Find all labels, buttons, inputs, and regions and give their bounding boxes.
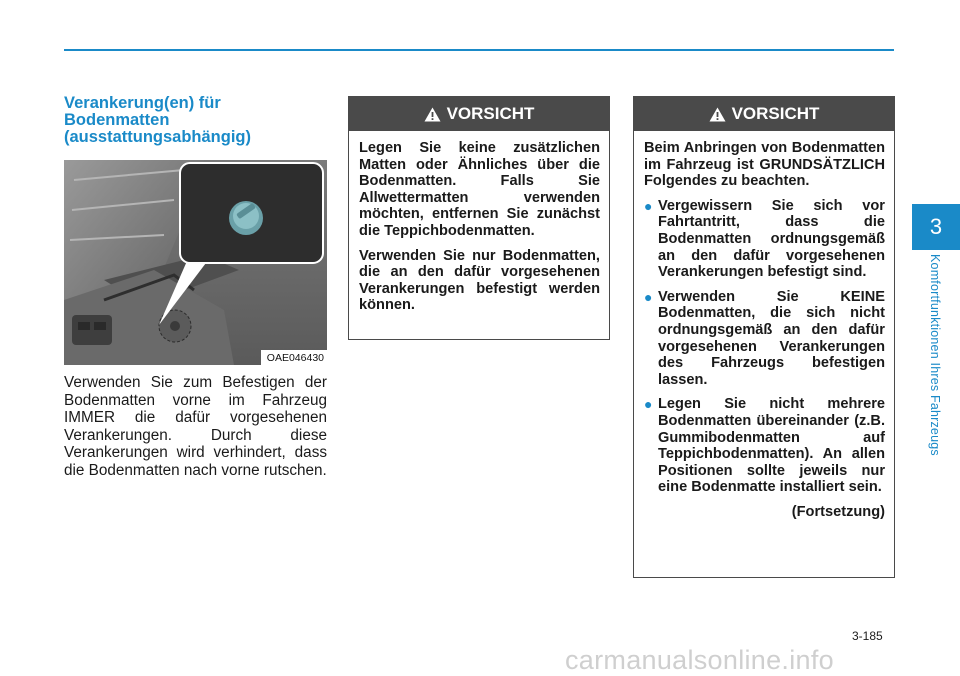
caution-bullet-text: Legen Sie nicht mehrere Bodenmatten übereinander (z.B. Gummibodenmatten auf Teppichbodenmatten). An allen Positionen sollte jeweils nur eine Bodenmatte installiert sein.	[658, 396, 885, 496]
caution-bullet-list	[644, 198, 885, 496]
warning-icon	[709, 107, 726, 122]
body-paragraph: Verwenden Sie zum Befestigen der Bodenmatten vorne im Fahrzeug IMMER die dafür vorgesehenen Verankerungen. Durch diese Verankerungen wird verhindert, dass die Bodenmatten nach vorne rutschen.	[64, 374, 327, 479]
caution-box-1	[348, 96, 610, 340]
caution-bullet-item	[644, 289, 885, 389]
floor-mat-anchor-illustration	[64, 160, 327, 365]
bullet-dot-icon: ●	[644, 288, 653, 305]
caution-bullet-text: Vergewissern Sie sich vor Fahrtantritt, dass die Bodenmatten ordnungsgemäß an den dafür vorgesehenen Verankerungen befestigt sind.	[658, 197, 885, 281]
caution-bullet-item	[644, 198, 885, 281]
bullet-dot-icon: ●	[644, 197, 653, 214]
top-rule	[64, 49, 894, 51]
section-title	[64, 95, 334, 146]
car-floor-illustration	[64, 160, 327, 365]
continuation-note: (Fortsetzung)	[791, 503, 885, 520]
caution-header	[349, 97, 609, 131]
section-title-line-1: Verankerung(en) für	[64, 94, 221, 112]
watermark: carmanualsonline.info	[565, 645, 834, 675]
caution-bullet-item	[644, 396, 885, 496]
caution-paragraph: Verwenden Sie nur Bodenmatten, die an den dafür vorgesehenen Verankerungen befestigt werden können.	[359, 247, 600, 314]
caution-box-2	[633, 96, 895, 578]
section-title-line-3: (ausstattungsabhängig)	[64, 128, 252, 146]
caution-bullet-text: Verwenden Sie KEINE Bodenmatten, die sich nicht ordnungsgemäß an den dafür vorgesehenen Verankerungen des Fahrzeugs befestigen lassen.	[658, 288, 885, 388]
section-title-line-2: Bodenmatten	[64, 111, 170, 129]
figure-code: OAE046430	[261, 350, 327, 365]
caution-heading: VORSICHT	[446, 104, 535, 123]
caution-paragraph: Legen Sie keine zusätzlichen Matten oder Ähnliches über die Bodenmatten. Falls Sie Allwettermatten verwenden möchten, entfernen Sie zunächst die Teppichbodenmatten.	[359, 140, 600, 239]
chapter-tab: 3	[912, 204, 960, 250]
bullet-dot-icon: ●	[644, 396, 653, 413]
caution-content	[634, 131, 894, 528]
chapter-title: Komfortfunktionen Ihres Fahrzeugs	[928, 254, 942, 456]
warning-icon	[424, 107, 441, 122]
caution-header	[634, 97, 894, 131]
caution-content	[349, 131, 609, 330]
page-number: 3-185	[852, 629, 883, 643]
caution-intro: Beim Anbringen von Bodenmatten im Fahrzeug ist GRUNDSÄTZLICH Folgendes zu beachten.	[644, 140, 885, 190]
caution-heading: VORSICHT	[731, 104, 820, 123]
